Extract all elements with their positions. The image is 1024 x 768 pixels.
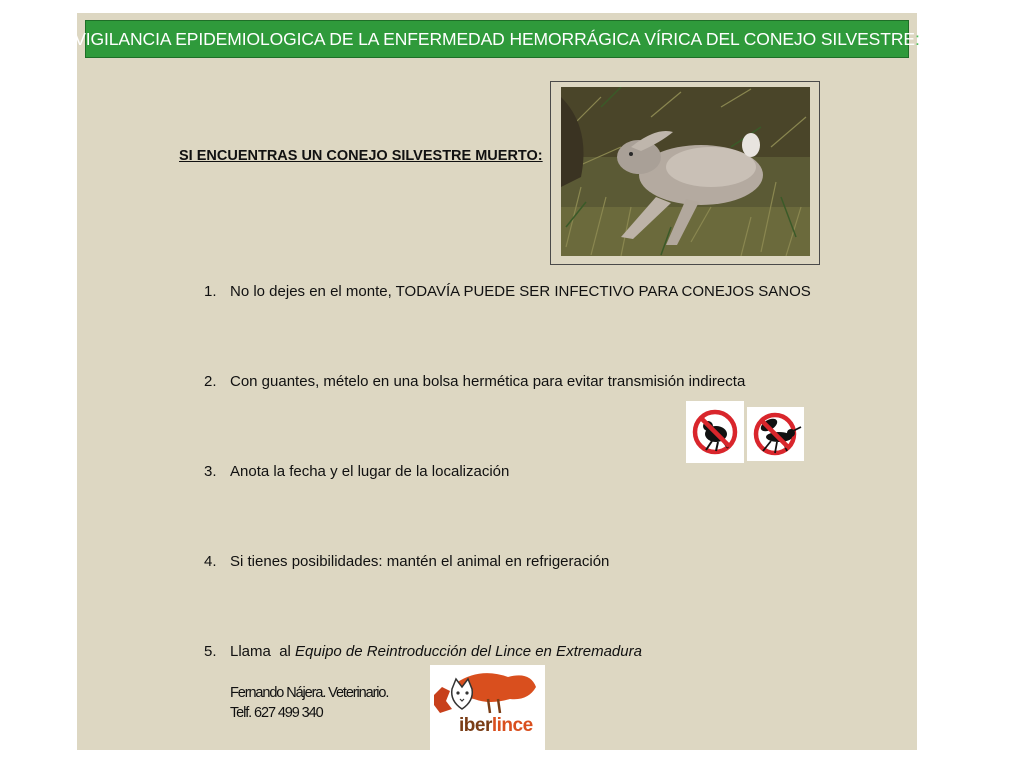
slide-title: VIGILANCIA EPIDEMIOLOGICA DE LA ENFERMEDAD HEMORRÁGICA VÍRICA DEL CONEJO SILVESTRE xyxy=(74,28,915,49)
slide xyxy=(74,13,920,750)
step-3 xyxy=(204,463,509,480)
contact-name: Fernando Nájera. Veterinario. xyxy=(230,685,389,701)
title-bar xyxy=(74,20,920,58)
team-name: Equipo de Reintroducción del Lince en Extremadura xyxy=(295,643,642,660)
step-text: Si tienes posibilidades: mantén el animal en refrigeración xyxy=(230,553,610,570)
step-number: 2. xyxy=(204,373,217,390)
step-5 xyxy=(204,643,642,660)
step-text: No lo dejes en el monte, TODAVÍA PUEDE SER INFECTIVO PARA CONEJOS SANOS xyxy=(230,283,811,300)
no-flea-icon xyxy=(686,401,744,463)
dead-rabbit-photo xyxy=(561,87,810,256)
contact-phone: Telf. 627 499 340 xyxy=(230,705,323,721)
subtitle: SI ENCUENTRAS UN CONEJO SILVESTRE MUERTO: xyxy=(179,148,543,164)
logo-wordmark xyxy=(459,715,533,737)
step-4 xyxy=(204,553,609,570)
title-trailing-colon: : xyxy=(914,28,920,49)
step-number: 5. xyxy=(204,643,217,660)
step-number: 4. xyxy=(204,553,217,570)
step-1 xyxy=(204,283,811,300)
no-mosquito-icon xyxy=(747,407,804,461)
step-text xyxy=(230,643,642,660)
step-text: Con guantes, mételo en una bolsa hermética para evitar transmisión indirecta xyxy=(230,373,746,390)
step-number: 1. xyxy=(204,283,217,300)
step-2 xyxy=(204,373,745,390)
step-number: 3. xyxy=(204,463,217,480)
logo-word-iber: iber xyxy=(459,715,492,736)
contact-info xyxy=(230,683,388,723)
step-text: Anota la fecha y el lugar de la localización xyxy=(230,463,510,480)
logo-word-lince: lince xyxy=(491,715,533,736)
step-text-prefix: Llama al xyxy=(230,643,296,660)
iberlince-logo xyxy=(430,665,545,750)
photo-frame xyxy=(550,81,820,265)
